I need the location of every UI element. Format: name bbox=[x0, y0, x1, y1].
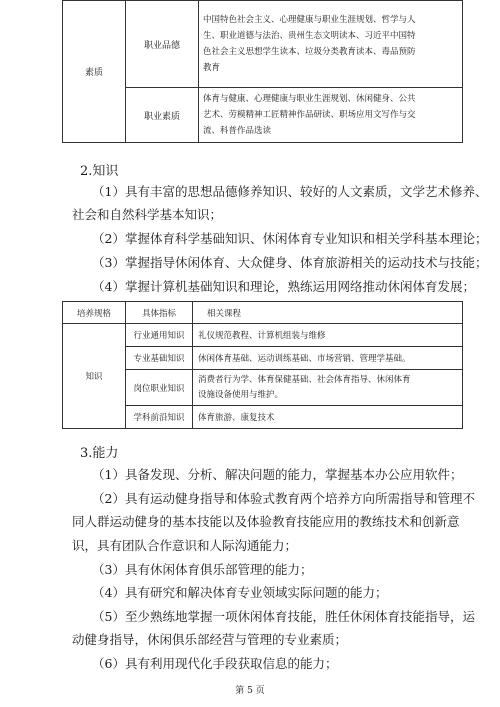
indicator-cell: 行业通用知识 bbox=[126, 324, 193, 347]
courses-cell: 休闲体育基础、运动训练基础、市场营销、管理学基础。 bbox=[193, 347, 463, 370]
courses-line: 生、职业道德与法治、贵州生态文明读本、习近平中国特 bbox=[203, 31, 416, 41]
courses-cell: 礼仪规范教程、计算机组装与维修 bbox=[193, 324, 463, 347]
table-header-row bbox=[63, 302, 463, 324]
courses-line: 设施设备使用与维护。 bbox=[198, 389, 284, 400]
courses-cell bbox=[193, 370, 463, 406]
table-row bbox=[63, 1, 463, 88]
courses-cell bbox=[199, 88, 463, 143]
ability-item-2: （2）具有运动健身指导和体验式教育两个培养方向所需指导和管理不 bbox=[92, 491, 475, 506]
knowledge-item-3: （3）掌握指导休闲体育、大众健身、体育旅游相关的运动技术与技能； bbox=[92, 255, 488, 270]
ability-item-2-cont: 同人群运动健身的基本技能以及体验教育技能应用的教练技术和创新意 bbox=[72, 514, 460, 529]
courses-line: 体育与健康、心理健康与职业生涯规划、休闲健身、公共 bbox=[203, 94, 416, 104]
category-cell: 知识 bbox=[63, 324, 126, 429]
quality-table bbox=[62, 0, 463, 143]
subcategory-cell: 职业品德 bbox=[126, 1, 199, 88]
indicator-cell: 学科前沿知识 bbox=[126, 406, 193, 429]
indicator-cell: 岗位职业知识 bbox=[126, 370, 193, 406]
table-row bbox=[63, 324, 463, 347]
header-cell: 相关课程 bbox=[193, 302, 463, 324]
knowledge-item-1: （1）具有丰富的思想品德修养知识、较好的人文素质，文学艺术修养、 bbox=[92, 184, 488, 199]
ability-item-1: （1）具备发现、分析、解决问题的能力，掌握基本办公应用软件； bbox=[92, 467, 463, 482]
ability-item-4: （4）具有研究和解决体育专业领域实际问题的能力； bbox=[92, 585, 388, 600]
indicator-cell: 专业基础知识 bbox=[126, 347, 193, 370]
knowledge-item-4: （4）掌握计算机基础知识和理论，熟练运用网络推动休闲体育发展； bbox=[92, 279, 475, 294]
courses-cell bbox=[199, 1, 463, 88]
knowledge-item-2: （2）掌握体育科学基础知识、休闲体育专业知识和相关学科基本理论； bbox=[92, 231, 488, 246]
section-heading-knowledge: 2.知识 bbox=[80, 164, 119, 179]
ability-item-5: （5）至少熟练地掌握一项休闲体育技能，胜任休闲体育技能指导，运 bbox=[92, 609, 475, 624]
courses-line: 消费者行为学、体育保健基础、社会体育指导、休闲体育 bbox=[198, 374, 411, 385]
knowledge-item-1-cont: 社会和自然科学基本知识； bbox=[72, 207, 223, 222]
ability-item-2-cont: 识，具有团队合作意识和人际沟通能力； bbox=[72, 538, 298, 553]
courses-line: 中国特色社会主义、心理健康与职业生涯规划、哲学与人 bbox=[203, 15, 416, 25]
courses-cell: 体育旅游、康复技术 bbox=[193, 406, 463, 429]
section-heading-ability: 3.能力 bbox=[80, 446, 119, 461]
category-cell: 素质 bbox=[63, 1, 126, 143]
ability-item-6: （6）具有利用现代化手段获取信息的能力； bbox=[92, 656, 338, 671]
header-cell: 具体指标 bbox=[126, 302, 193, 324]
subcategory-cell: 职业素质 bbox=[126, 88, 199, 143]
courses-line: 教育 bbox=[203, 63, 221, 73]
courses-line: 艺术、劳模精神工匠精神作品研读、职场应用文写作与交 bbox=[203, 110, 416, 120]
ability-item-3: （3）具有休闲体育俱乐部管理的能力； bbox=[92, 562, 313, 577]
page-number: 第 5 页 bbox=[235, 686, 265, 696]
knowledge-table bbox=[62, 301, 463, 429]
ability-item-5-cont: 动健身指导，休闲俱乐部经营与管理的专业素质； bbox=[72, 632, 348, 647]
header-cell: 培养规格 bbox=[63, 302, 126, 324]
courses-line: 流、科普作品选读 bbox=[203, 126, 272, 136]
courses-line: 色社会主义思想学生读本、垃圾分类教育读本、毒品预防 bbox=[203, 47, 416, 57]
